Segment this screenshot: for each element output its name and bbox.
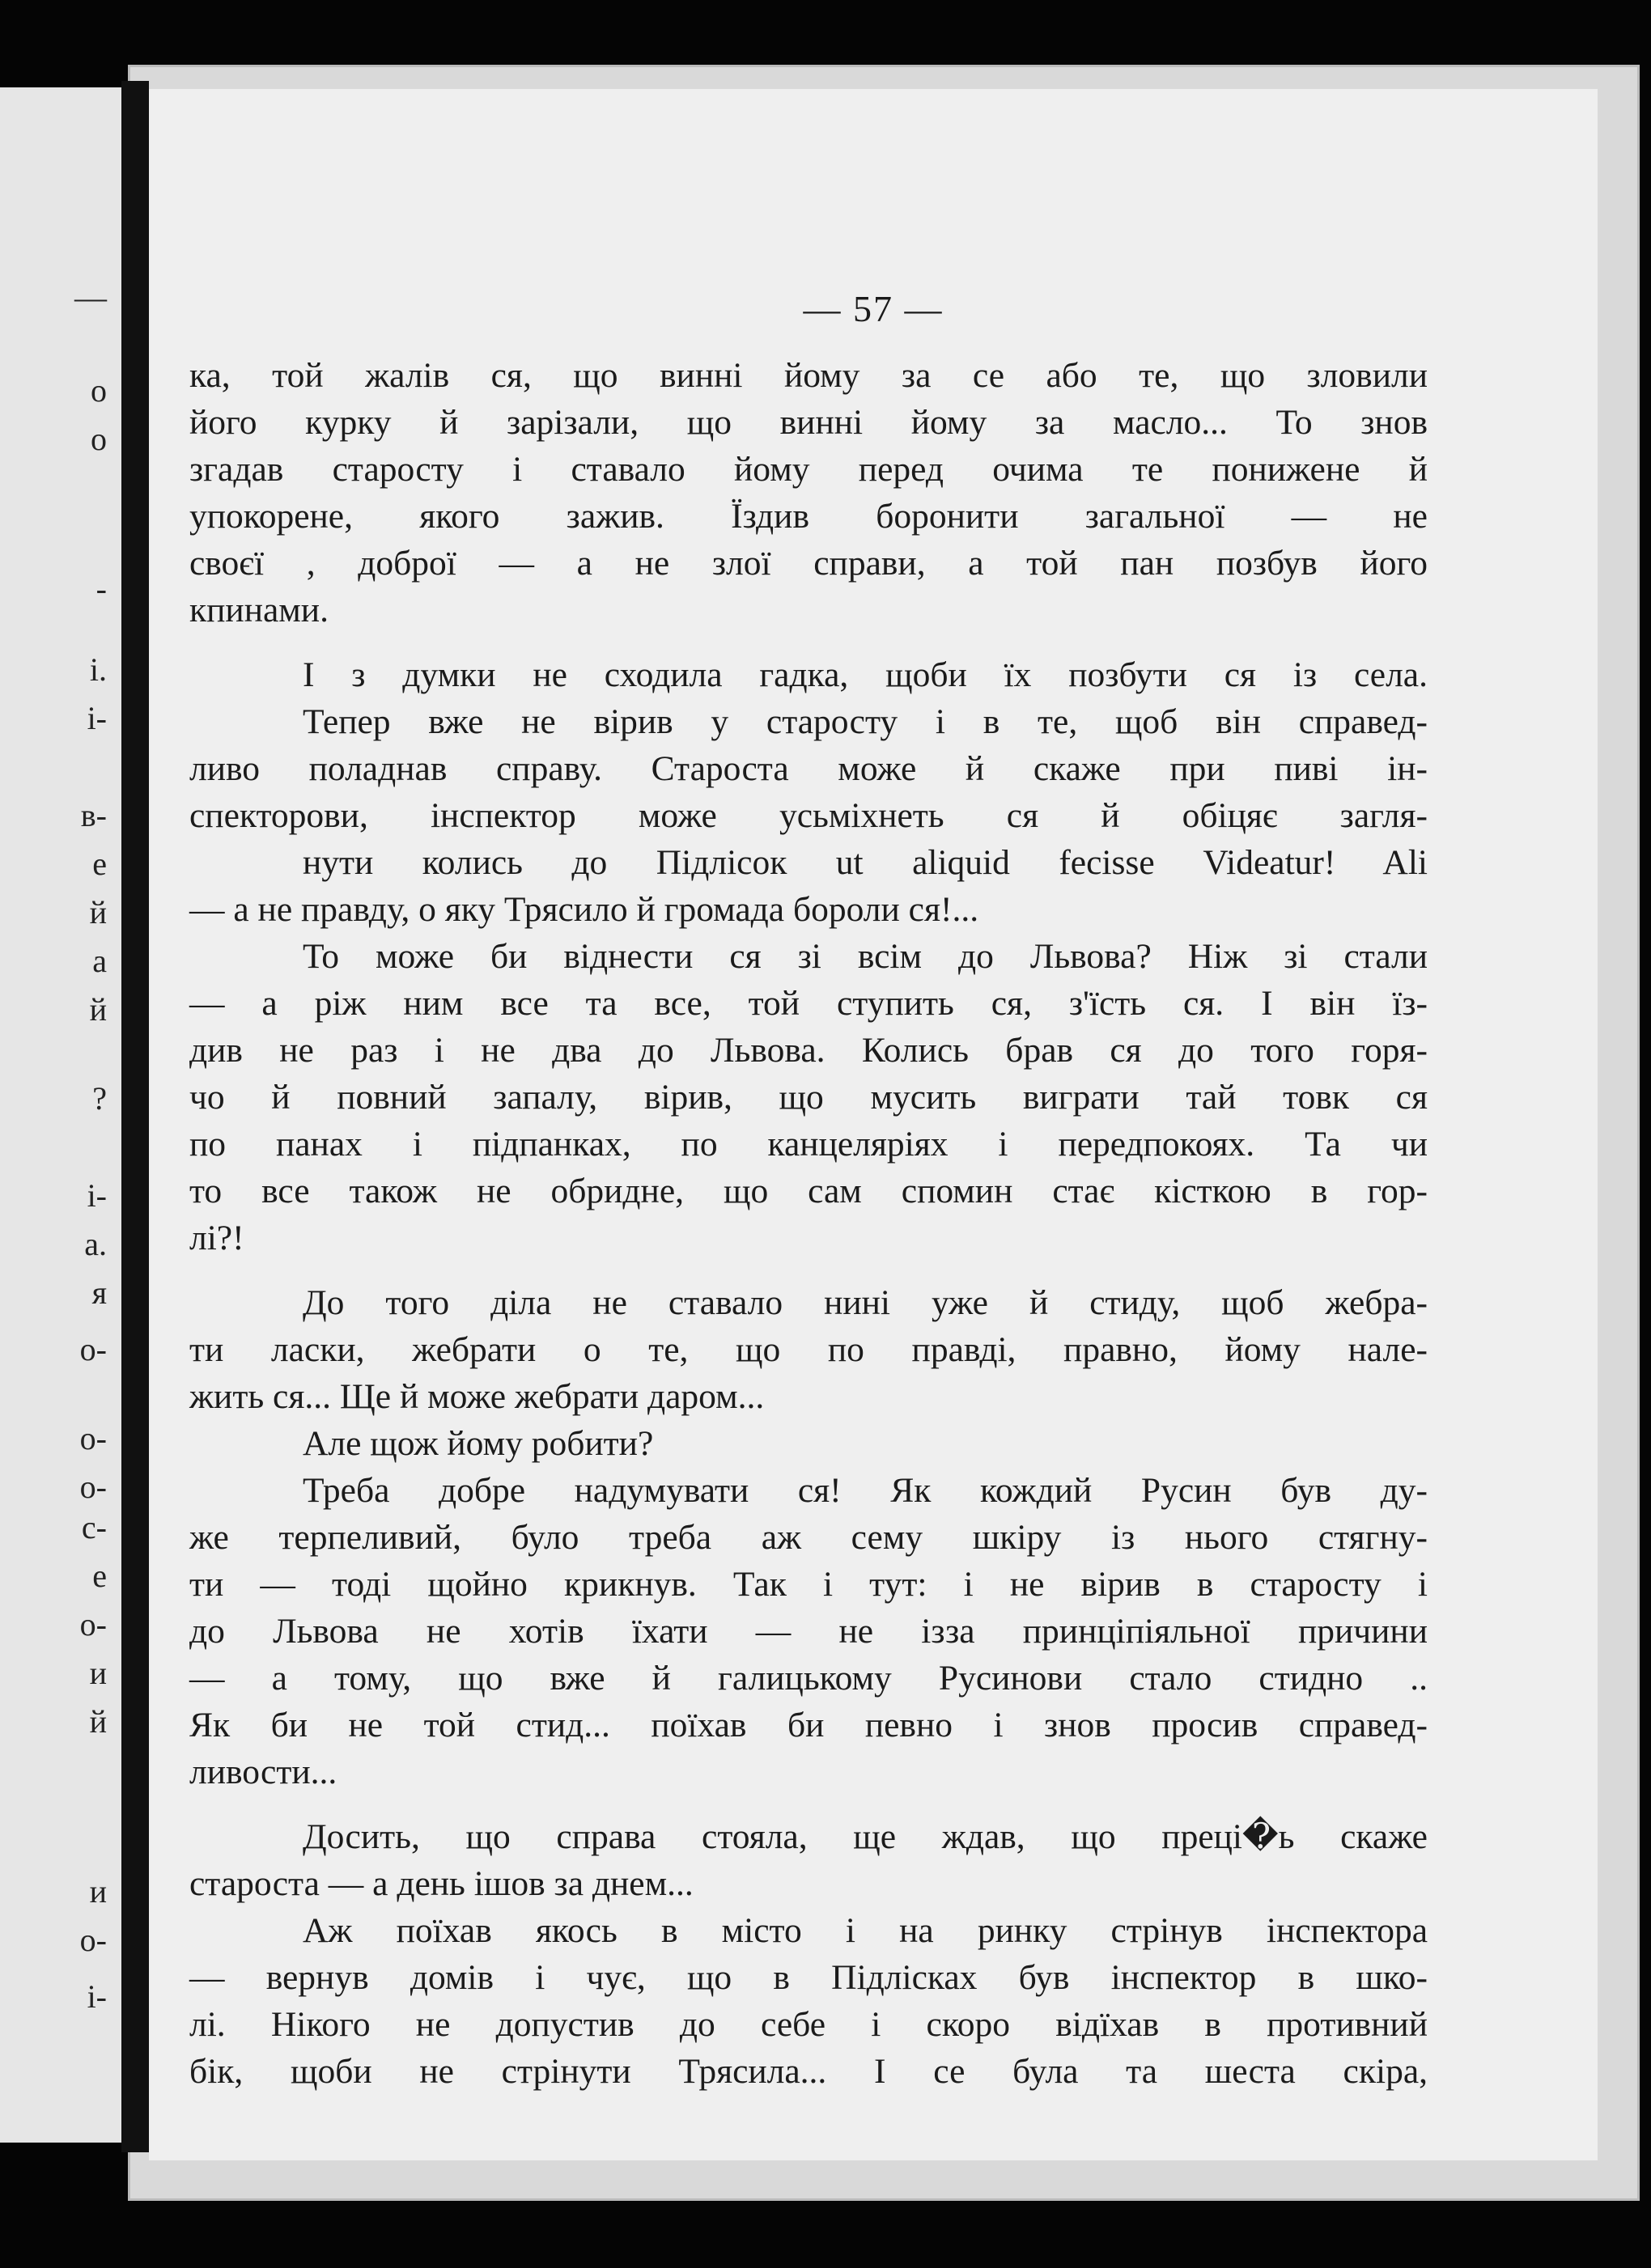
- text-line: ка, той жалів ся, що винні йому за се або те, що зловили: [189, 356, 1428, 395]
- text-line: Досить, що справа стояла, ще ждав, що преці�ь скаже: [303, 1817, 1428, 1856]
- text-line: див не раз і не два до Львова. Колись брав ся до того горя-: [189, 1031, 1428, 1070]
- text-line: староста — а день ішов за днем...: [189, 1864, 694, 1903]
- margin-text-fragment: й: [89, 991, 107, 1028]
- text-line: Тепер вже не вірив у старосту і в те, щоб він справед-: [303, 702, 1428, 741]
- margin-text-fragment: й: [89, 1703, 107, 1740]
- text-line: Треба добре надумувати ся! Як кождий Русин був ду-: [303, 1471, 1428, 1510]
- text-line: упокорене, якого зажив. Їздив боронити загальної — не: [189, 497, 1428, 536]
- margin-text-fragment: —: [74, 279, 107, 316]
- text-line: кпинами.: [189, 591, 329, 630]
- page-number: — 57 —: [803, 288, 944, 329]
- margin-text-fragment: я: [91, 1274, 107, 1311]
- text-line: То може би віднести ся зі всім до Львова? Ніж зі стали: [303, 937, 1428, 976]
- margin-text-fragment: е: [92, 846, 107, 882]
- book-page: [149, 89, 1598, 2160]
- margin-text-fragment: о: [91, 421, 107, 457]
- margin-text-fragment: о: [91, 372, 107, 409]
- text-line: — а тому, що вже й галицькому Русинови стало стидно ..: [189, 1659, 1428, 1698]
- text-line: до Львова не хотів їхати — не ізза принціпіяльної причини: [189, 1612, 1428, 1651]
- book-binding: [121, 81, 149, 2152]
- margin-text-fragment: в-: [80, 797, 107, 833]
- text-line: спекторови, інспектор може усьміхнеть ся й обіцяє загля-: [189, 796, 1428, 835]
- text-line: то все також не обридне, що сам спомин стає кісткою в гор-: [189, 1172, 1428, 1210]
- text-line: чо й повний запалу, вірив, що мусить виграти тай товк ся: [189, 1078, 1428, 1117]
- margin-text-fragment: і-: [87, 1978, 107, 2015]
- paragraph-gap: [189, 1261, 1428, 1279]
- paragraph-gap: [189, 1795, 1428, 1813]
- margin-text-fragment: о-: [79, 1606, 107, 1643]
- margin-text-fragment: і.: [89, 651, 107, 688]
- text-line: бік, щоби не стрінути Трясила... І се була та шеста скіра,: [189, 2052, 1428, 2091]
- text-line: своєї , доброї — а не злої справи, а той пан позбув його: [189, 544, 1428, 583]
- margin-text-fragment: с-: [81, 1509, 107, 1545]
- margin-text-fragment: о-: [79, 1922, 107, 1958]
- text-line: Аж поїхав якось в місто і на ринку стрінув інспектора: [303, 1911, 1428, 1950]
- margin-text-fragment: е: [92, 1558, 107, 1594]
- margin-text-fragment: а.: [84, 1226, 107, 1262]
- margin-text-fragment: и: [89, 1655, 107, 1691]
- paragraph-gap: [189, 634, 1428, 651]
- text-line: ливо поладнав справу. Староста може й скаже при пиві ін-: [189, 749, 1428, 788]
- margin-text-fragment: о-: [79, 1331, 107, 1367]
- text-line: — а ріж ним все та все, той ступить ся, з'їсть ся. І він їз-: [189, 984, 1428, 1023]
- text-line: Але щож йому робити?: [303, 1424, 654, 1463]
- text-line: І з думки не сходила гадка, щоби їх позбути ся із села.: [303, 655, 1428, 694]
- text-line: лі. Нікого не допустив до себе і скоро відїхав в противний: [189, 2005, 1428, 2044]
- text-line: нути колись до Підлісок ut aliquid fecisse Videatur! Ali: [303, 843, 1428, 882]
- text-line: згадав старосту і ставало йому перед очима те понижене й: [189, 450, 1428, 489]
- text-line: ти ласки, жебрати о те, що по правді, правно, йому нале-: [189, 1330, 1428, 1369]
- margin-text-fragment: и: [89, 1873, 107, 1910]
- text-line: До того діла не ставало нині уже й стиду, щоб жебра-: [303, 1283, 1428, 1322]
- margin-text-fragment: о-: [79, 1420, 107, 1456]
- previous-page-edge: [0, 87, 121, 2143]
- text-line: ти — тоді щойно крикнув. Так і тут: і не вірив в старосту і: [189, 1565, 1428, 1604]
- text-line: Як би не той стид... поїхав би певно і знов просив справед-: [189, 1706, 1428, 1744]
- margin-text-fragment: й: [89, 894, 107, 931]
- text-line: його курку й зарізали, що винні йому за масло... То знов: [189, 403, 1428, 442]
- margin-text-fragment: і-: [87, 1177, 107, 1214]
- text-line: — вернув домів і чує, що в Підлісках був інспектор в шко-: [189, 1958, 1428, 1997]
- margin-text-fragment: і-: [87, 700, 107, 736]
- margin-text-fragment: ?: [92, 1080, 107, 1117]
- text-line: ливости...: [189, 1753, 337, 1791]
- text-line: — а не правду, о яку Трясило й громада бороли ся!...: [189, 890, 979, 929]
- margin-text-fragment: о-: [79, 1469, 107, 1505]
- page-text: [189, 352, 1428, 2095]
- margin-text-fragment: а: [92, 943, 107, 979]
- text-line: лі?!: [189, 1219, 244, 1257]
- margin-text-fragment: -: [95, 570, 107, 607]
- text-line: же терпеливий, було треба аж сему шкіру із нього стягну-: [189, 1518, 1428, 1557]
- text-line: жить ся... Ще й може жебрати даром...: [189, 1377, 765, 1416]
- text-line: по панах і підпанках, по канцеляріях і передпокоях. Та чи: [189, 1125, 1428, 1164]
